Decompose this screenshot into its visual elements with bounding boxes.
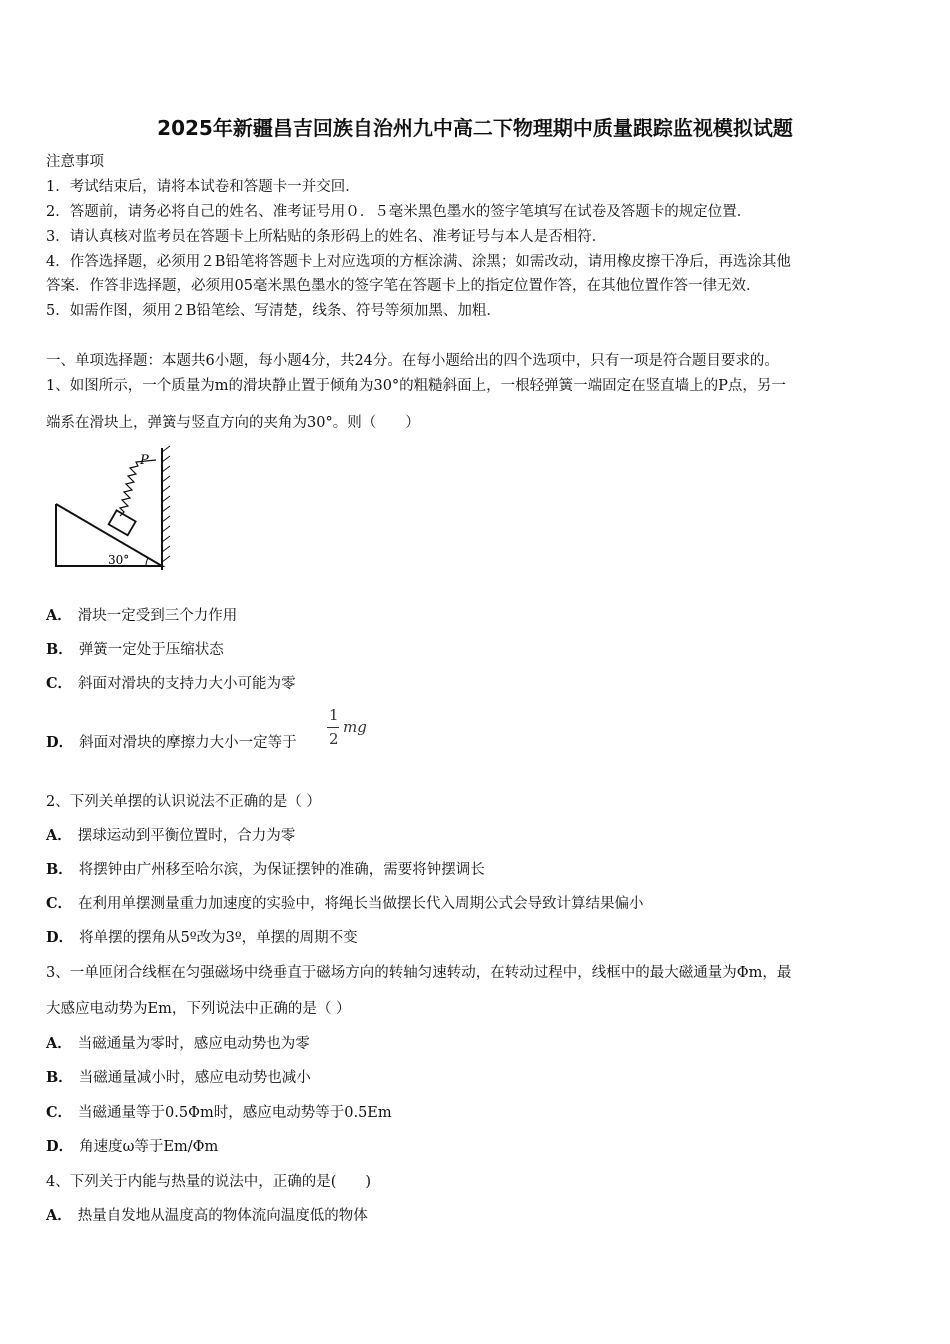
q1-stem-line2: 端系在滑块上，弹簧与竖直方向的夹角为30°。则（ ） <box>46 415 420 431</box>
q1-option-d[interactable]: D． 斜面对滑块的摩擦力大小一定等于 <box>46 734 297 751</box>
incline-spring-figure <box>52 444 182 574</box>
q3-stem-line1: 3、一单匝闭合线框在匀强磁场中绕垂直于磁场方向的转轴匀速转动，在转动过程中，线框中的最大磁通量为Φm，最 <box>46 965 792 981</box>
q1-option-b[interactable]: B． 弹簧一定处于压缩状态 <box>46 641 224 658</box>
angle-label: 30° <box>108 553 130 567</box>
q3-option-c[interactable]: C． 当磁通量等于0.5Φm时，感应电动势等于0.5Em <box>46 1104 392 1121</box>
notice-item-1: 1．考试结束后，请将本试卷和答题卡一并交回． <box>46 179 360 195</box>
q1-option-a[interactable]: A． 滑块一定受到三个力作用 <box>46 607 238 624</box>
fraction-suffix: mg <box>343 718 367 736</box>
notice-item-2: 2．答题前，请务必将自己的姓名、准考证号用０．５毫米黑色墨水的签字笔填写在试卷及答题卡的规定位置． <box>46 204 752 220</box>
q4-stem: 4、下列关于内能与热量的说法中，正确的是( ) <box>46 1174 372 1190</box>
q2-option-a[interactable]: A． 摆球运动到平衡位置时，合力为零 <box>46 827 296 844</box>
fraction-denominator: 2 <box>329 730 339 748</box>
q1-option-c[interactable]: C． 斜面对滑块的支持力大小可能为零 <box>46 675 296 692</box>
section-heading: 一、单项选择题：本题共6小题，每小题4分，共24分。在每小题给出的四个选项中，只有一项是符合题目要求的。 <box>46 353 779 369</box>
page-title: 2025年新疆昌吉回族自治州九中高二下物理期中质量跟踪监视模拟试题 <box>157 116 793 140</box>
notice-item-3: 3．请认真核对监考员在答题卡上所粘贴的条形码上的姓名、准考证号与本人是否相符． <box>46 229 607 245</box>
fraction-bar <box>327 727 339 728</box>
notice-item-4: 4．作答选择题，必须用２B铅笔将答题卡上对应选项的方框涂满、涂黑；如需改动，请用橡皮擦干净后，再选涂其他 <box>46 254 791 270</box>
q3-option-b[interactable]: B． 当磁通量减小时，感应电动势也减小 <box>46 1069 311 1086</box>
notice-item-5: 5．如需作图，须用２B铅笔绘、写清楚，线条、符号等须加黑、加粗． <box>46 303 501 319</box>
notice-item-4-cont: 答案．作答非选择题，必须用05毫米黑色墨水的签字笔在答题卡上的指定位置作答，在其他位置作答一律无效． <box>46 278 761 294</box>
q3-stem-line2: 大感应电动势为Em，下列说法中正确的是（ ） <box>46 1001 351 1017</box>
q1-stem-line1: 1、如图所示，一个质量为m的滑块静止置于倾角为30°的粗糙斜面上，一根轻弹簧一端固定在竖直墙上的P点，另一 <box>46 378 786 394</box>
q3-option-d[interactable]: D． 角速度ω等于Em/Φm <box>46 1138 219 1155</box>
fraction-numerator: 1 <box>329 706 339 724</box>
q2-option-d[interactable]: D． 将单摆的摆角从5º改为3º，单摆的周期不变 <box>46 929 358 946</box>
q4-option-a[interactable]: A． 热量自发地从温度高的物体流向温度低的物体 <box>46 1207 368 1224</box>
q2-option-c[interactable]: C． 在利用单摆测量重力加速度的实验中，将绳长当做摆长代入周期公式会导致计算结果偏小 <box>46 895 644 912</box>
q2-stem: 2、下列关单摆的认识说法不正确的是（ ） <box>46 794 321 810</box>
q3-option-a[interactable]: A． 当磁通量为零时，感应电动势也为零 <box>46 1035 310 1052</box>
point-p-label: P <box>140 453 149 468</box>
notice-heading: 注意事项 <box>46 154 104 170</box>
q2-option-b[interactable]: B． 将摆钟由广州移至哈尔滨，为保证摆钟的准确，需要将钟摆调长 <box>46 861 485 878</box>
